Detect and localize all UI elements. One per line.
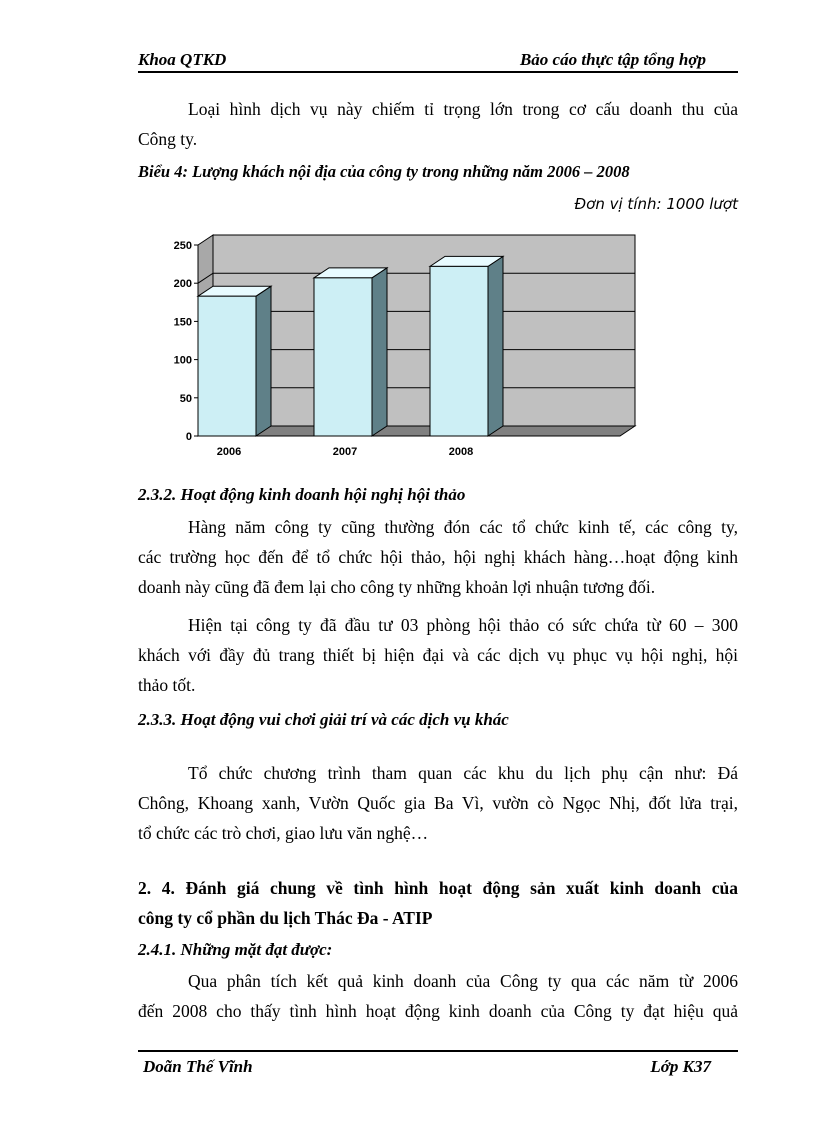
intro-line-2: Công ty. <box>138 129 198 149</box>
header-rule <box>138 71 738 73</box>
s232-p1-line-1: Hàng năm công ty cũng thường đón các tổ chức kinh tế, các công ty, <box>188 517 738 537</box>
unit-note: Đơn vị tính: 1000 lượt <box>574 195 738 213</box>
footer-right: Lớp K37 <box>650 1057 711 1076</box>
y-tick-label: 50 <box>179 392 192 405</box>
y-tick-label: 250 <box>173 240 192 252</box>
x-tick-label: 2007 <box>332 446 358 458</box>
x-tick-label: 2008 <box>448 446 474 458</box>
chart-caption: Biểu 4: Lượng khách nội địa của công ty trong những năm 2006 – 2008 <box>138 162 630 181</box>
s241-line-2: đến 2008 cho thấy tình hình hoạt động kinh doanh của Công ty đạt hiệu quả <box>138 1001 738 1021</box>
header-left: Khoa QTKD <box>138 50 227 69</box>
s24-title-line-2: công ty cổ phần du lịch Thác Đa - ATIP <box>138 908 433 928</box>
section-2-4-1-title: 2.4.1. Những mặt đạt được: <box>138 940 333 959</box>
bar-2007 <box>314 268 387 436</box>
bar-side <box>372 268 387 436</box>
s232-p2-line-3: thảo tốt. <box>138 675 196 695</box>
y-tick-label: 0 <box>185 431 192 443</box>
section-2-3-2-title: 2.3.2. Hoạt động kinh doanh hội nghị hội thảo <box>138 485 466 504</box>
intro-paragraph <box>138 94 738 154</box>
s24-title-line-1: 2. 4. Đánh giá chung về tình hình hoạt động sản xuất kinh doanh của <box>138 878 738 898</box>
s232-p2-line-2: khách với đầy đủ trang thiết bị hiện đại và các dịch vụ phục vụ hội nghị, hội <box>138 645 738 665</box>
footer-left: Doãn Thế Vĩnh <box>143 1057 253 1076</box>
section-2-3-2-paragraph-1 <box>138 512 738 602</box>
section-2-3-3-title: 2.3.3. Hoạt động vui chơi giải trí và các dịch vụ khác <box>138 710 509 729</box>
bar-front <box>430 266 488 436</box>
chart-back-wall <box>213 235 635 426</box>
section-2-3-3-paragraph <box>138 758 738 848</box>
s241-line-1: Qua phân tích kết quả kinh doanh của Công ty qua các năm từ 2006 <box>188 971 738 991</box>
bar-front <box>198 296 256 436</box>
intro-line-1: Loại hình dịch vụ này chiếm tỉ trọng lớn trong cơ cấu doanh thu của <box>188 99 738 119</box>
section-2-4-title <box>138 873 738 933</box>
bar-2006 <box>198 286 271 436</box>
visitor-bar-chart <box>140 225 700 470</box>
section-2-3-2-paragraph-2 <box>138 610 738 700</box>
bar-side <box>488 256 503 436</box>
x-tick-label: 2006 <box>216 446 242 458</box>
y-tick-label: 200 <box>173 278 192 291</box>
s232-p1-line-3: doanh này cũng đã đem lại cho công ty những khoản lợi nhuận tương đối. <box>138 577 656 597</box>
y-tick-label: 150 <box>173 316 192 329</box>
bar-2008 <box>430 256 503 436</box>
s233-line-2: Chông, Khoang xanh, Vườn Quốc gia Ba Vì, vườn cò Ngọc Nhị, đốt lửa trại, <box>138 793 738 813</box>
y-tick-label: 100 <box>173 354 192 367</box>
s233-line-3: tổ chức các trò chơi, giao lưu văn nghệ… <box>138 823 429 843</box>
footer-rule <box>138 1050 738 1052</box>
header-right: Bảo cáo thực tập tổng hợp <box>519 50 706 69</box>
s232-p1-line-2: các trường học đến để tổ chức hội thảo, hội nghị khách hàng…hoạt động kinh <box>138 547 738 567</box>
bar-side <box>256 286 271 436</box>
section-2-4-1-paragraph <box>138 966 738 1026</box>
s233-line-1: Tổ chức chương trình tham quan các khu du lịch phụ cận như: Đá <box>188 763 738 783</box>
s232-p2-line-1: Hiện tại công ty đã đầu tư 03 phòng hội thảo có sức chứa từ 60 – 300 <box>188 615 738 635</box>
bar-front <box>314 278 372 436</box>
